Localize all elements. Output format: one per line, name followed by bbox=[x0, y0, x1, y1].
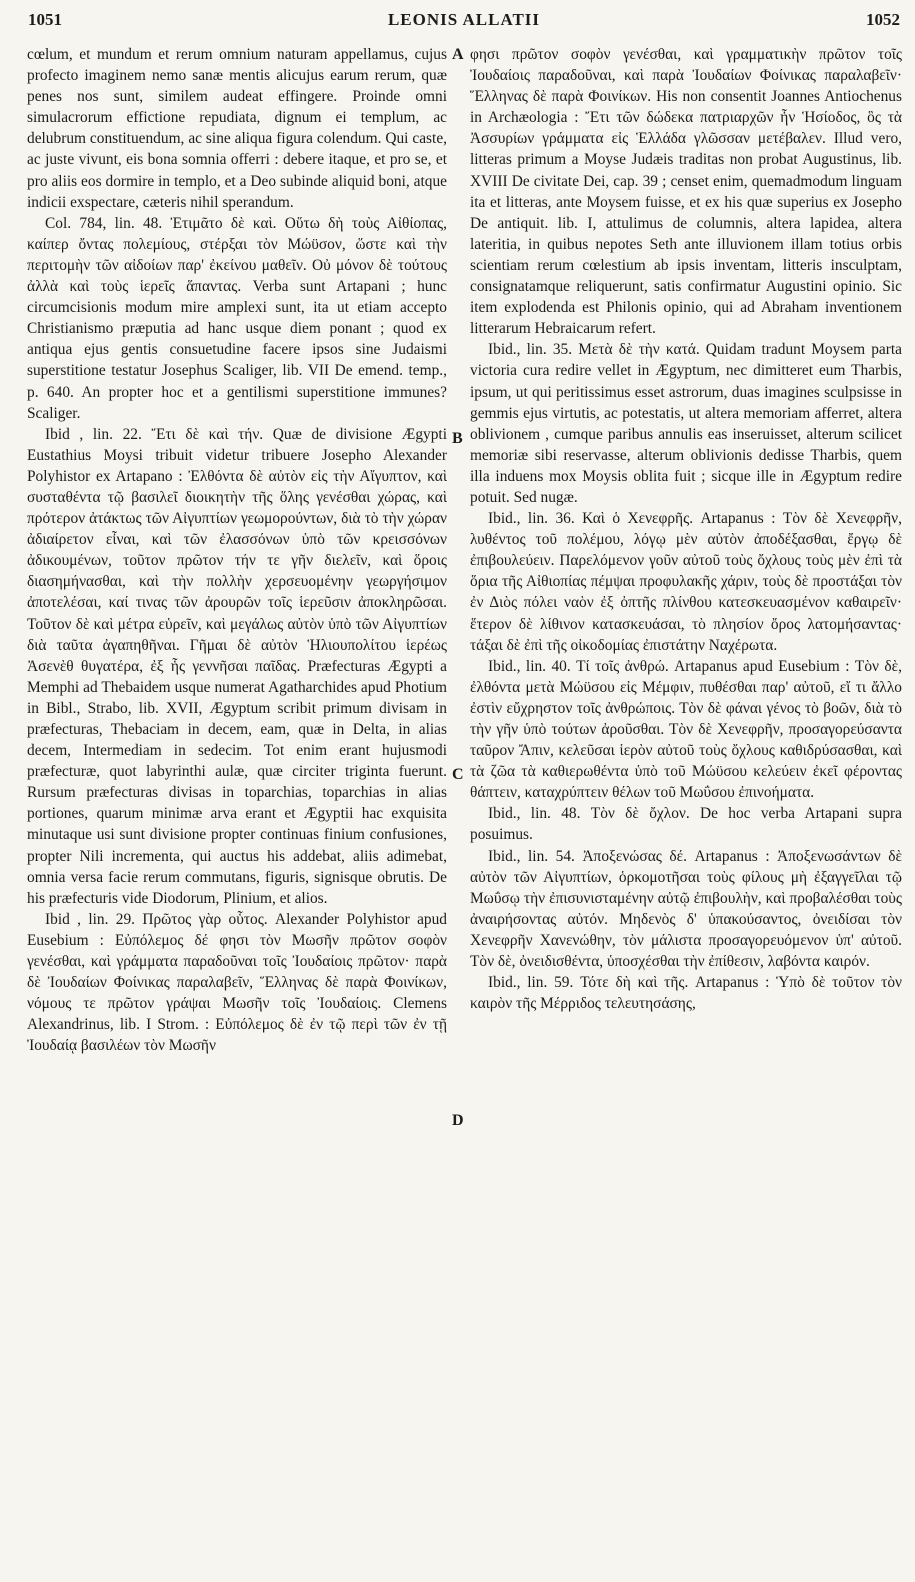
right-paragraph-1: φησι πρῶτον σοφὸν γενέσθαι, καὶ γραμματικὴν πρῶτον τοῖς Ἰουδαίοις παραδοῦναι, καὶ παρὰ Ἰουδαίων Φοίνικας παραλαβεῖν· Ἕλληνας δὲ παρὰ Φοινίκων. His non consentit Joannes Antiochenus in Archæologia : Ἔτι τῶν δώδεκα πατριαρχῶν ἦν Ἡσίοδος, ὃς τὰ Ἀσσυρίων γράμματα εἰς Ἑλλάδα γλῶσσαν μετέβαλεν. Illud vero, litteras primum a Moyse Judæis traditas non probat Augustinus, lib. XVIII De civitate Dei, cap. 39 ; censet enim, quemadmodum linguam ita et litteras, ante Moysem fuisse, et ex his quæ superius ex Josepho De antiquit. lib. I, attulimus de columnis, altera lapidea, altera lateritia, in quibus nepotes Seth ante illuvionem illam totius orbis scientiam rerum cœlestium ab ipsis inventam, litteris insculptam, consignatamque reliquerunt, satis confirmatur Augustini opinio. Sic item explodenda est Philonis opinio, qui ad Abraham inventionem litterarum Hebraicarum refert. bbox=[470, 46, 902, 338]
page-number-right: 1052 bbox=[866, 10, 900, 29]
left-paragraph-3: Ibid , lin. 22. Ἔτι δὲ καὶ τήν. Quæ de divisione Ægypti Eustathius Moysi tribuit videtur tribuere Josepho Alexander Polyhistor ex Artapano : Ἐλθόντα δὲ αὐτὸν εἰς τὴν Αἴγυπτον, καὶ συσταθέντα τῷ βασιλεῖ διοικητὴν τῆς ὅλης γενέσθαι χώρας, καὶ πρότερον ἀτάκτως τῶν Αἰγυπτίων γεωμορούντων, διὰ τὸ τὴν χώραν ἀδιαίρετον εἶναι, καὶ τῶν ἐλασσόνων ὑπὸ τῶν κρεισσόνων ἀδικουμένων, τοῦτον πρῶτον τήν τε γῆν διελεῖν, καὶ ὅροις διασημήνασθαι, καὶ τὴν πολλὴν χερσευομένην γεωργήσιμον ἀποτελέσαι, καί τινας τῶν ἀρουρῶν τοῖς ἱερεῦσιν ἀποκληρῶσαι. Τοῦτον δὲ καὶ μέτρα εὑρεῖν, καὶ μεγάλως αὐτὸν ὑπὸ τῶν Αἰγυπτίων διὰ ταῦτα ἀγαπηθῆναι. Γῆμαι δὲ αὐτὸν Ἡλιουπολίτου ἱερέως Ἀσενὲθ θυγατέρα, ἐξ ἧς γεννῆσαι παῖδας. Præfecturas Ægypti a Memphi ad Thebaidem usque numerat Agatharchides apud Photium in Bibl., Strabo, lib. XVII, Ægyptum scribit primum divisam in præfecturas, Thebaciam in decem, eam, quæ in Delta, in alias decem, Intermediam in sedecim. Tot enim erant hujusmodi præfecturæ, quot labyrinthi aulæ, quæ circiter triginta fuerunt. Rursum præfecturas divisas in toparchias, toparchias in alias portiones, quarum minimæ arva erant et Ægyptii hac exquisita minutaque usi sunt divisione propter continuas finium confusiones, propter Nili incrementa, qui auctus his addebat, aliis adimebat, omnia versa facie rerum commutans, figuris, signisque obrutis. De his præfecturis vide Diodorum, Plinium, et alios. bbox=[27, 425, 447, 907]
right-paragraph-5: Ibid., lin. 48. Τὸν δὲ ὄχλον. De hoc verba Artapani supra posuimus. bbox=[470, 805, 902, 844]
page-number-left: 1051 bbox=[28, 10, 62, 29]
running-title: LEONIS ALLATII bbox=[387, 10, 541, 29]
left-column bbox=[27, 44, 447, 1574]
page-header bbox=[28, 8, 900, 34]
right-paragraph-4: Ibid., lin. 40. Τί τοῖς ἀνθρώ. Artapanus apud Eusebium : Τὸν δὲ, ἐλθόντα μετὰ Μώϋσου εἰς Μέμφιν, πυθέσθαι παρ' αὐτοῦ, εἴ τι ἄλλο ἐστὶν εὔχρηστον τοῖς ἀνθρώποις. Τὸν δὲ φάναι γένος τὸ βοῶν, διὰ τὸ τὴν γῆν ὑπὸ τούτων ἀροῦσθαι. Τὸν δὲ Χενεφρῆν, προσαγορεύσαντα ταῦρον Ἄπιν, κελεῦσαι ἱερὸν αὐτοῦ τοὺς ὄχλους καθιδρύσασθαι, καὶ τὰ ζῶα τὰ καθιερωθέντα ὑπὸ τοῦ Μώϋσου κελεύειν ἐκεῖ φέροντας θάπτειν, καταχρύπτειν θέλων τοῦ Μωΰσου ἐπινοήματα. bbox=[470, 657, 902, 802]
left-paragraph-2: Col. 784, lin. 48. Ἐτιμᾶτο δὲ καὶ. Οὕτω δὴ τοὺς Αἰθίοπας, καίπερ ὄντας πολεμίους, στέρξαι τὸν Μώϋσον, ὥστε καὶ τὴν περιτομὴν τῶν αἰδοίων παρ' ἐκείνου μαθεῖν. Οὐ μόνον δὲ τούτους ἀλλὰ καὶ τοὺς ἱερεῖς ἅπαντας. Verba sunt Artapani ; hunc circumcisionis modum mire amplexi sunt, ita ut etiam accepto Christianismo præputia ad hanc usque diem ponant ; quod ex antiqua ejus gentis consuetudine facere ipsos sine Judaismi superstitione testatur Josephus Scaliger, lib. VII De emend. temp., p. 640. An propter hoc et a gentilismi superstitione immunes? Scaliger. bbox=[27, 214, 447, 422]
right-paragraph-2: Ibid., lin. 35. Μετὰ δὲ τὴν κατά. Quidam tradunt Moysem parta victoria cura redire vellet in Ægyptum, nec dimitteret eum Tharbis, ipsum, ut qui peritissimus esset astrorum, duas imagines sculpsisse in gemmis ejus virtutis, ac potestatis, ut altera memoriam afferret, altera oblivionem , cumque paribus annulis eas inseruisset, alterum scilicet memoriæ sibi reservasse, alterum oblivionis dedisse Tharbis, quem illa induens mox Moysis oblita fuit ; sicque ille in Ægyptum redire potuit. Sed nugæ. bbox=[470, 341, 902, 506]
right-paragraph-3: Ibid., lin. 36. Καὶ ὁ Χενεφρῆς. Artapanus : Τὸν δὲ Χενεφρῆν, λυθέντος τοῦ πολέμου, λόγῳ μὲν αὐτὸν ἀποδέξασθαι, ἔργῳ δὲ ἐπιβουλεύειν. Παρελόμενον γοῦν αὐτοῦ τοὺς ὄχλους τοὺς μὲν ἐπὶ τὰ ὅρια τῆς Αἰθιοπίας πέμψαι προφυλακῆς χάριν, τοὺς δὲ προστάξαι τὸν ἐν Διὸς πόλει ναὸν ἐξ ὀπτῆς πλίνθου κατεσκευασμένον καθαιρεῖν· ἕτερον δὲ λίθινον κατασκευάσαι, τὸ πλησίον ὄρος λατομήσαντας· τάξαι δὲ ἐπὶ τῆς οἰκοδομίας ἐπιστάτην Ναχέρωτα. bbox=[470, 510, 902, 654]
right-paragraph-6: Ibid., lin. 54. Ἀποξενώσας δέ. Artapanus : Ἀποξενωσάντων δὲ αὐτὸν τῶν Αἰγυπτίων, ὁρκομοτῆσαι τοὺς φίλους μὴ ἐξαγγεῖλαι τῷ Μωΰσῳ τὴν ἐπισυνισταμένην αὐτῷ ἐπιβουλὴν, καὶ προβαλέσθαι τοὺς ἀναιρήσοντας αὐτόν. Μηδενὸς δ' ὑπακούσαντος, ὀνειδίσαι τὸν Χενεφρῆν Χανενώθην, τὸν μάλιστα προσαγορευόμενον ὑπ' αὐτοῦ. Τὸν δὲ, ὀνειδισθέντα, ὑποσχέσθαι τὴν ἐπίθεσιν, λαβόντα καιρόν. bbox=[470, 847, 902, 971]
left-paragraph-1: cœlum, et mundum et rerum omnium naturam appellamus, cujus profecto imaginem nemo sanæ mentis alicujus earum rerum, quæ penes nos sunt, similem audeat effingere. Proinde omni simulacrorum effictione repudiata, dignum ei templum, ac delubrum constituendum, ac sine aliqua figura colendum. Qui caste, ac juste vivunt, eis bona somnia offerri : debere itaque, et pro se, et pro aliis eos dormire in templo, et a Deo subinde aliquid boni, atque indicii exspectare, cæteris nihil sperandum. bbox=[27, 46, 447, 211]
right-paragraph-7: Ibid., lin. 59. Τότε δὴ καὶ τῆς. Artapanus : Ὑπὸ δὲ τοῦτον τὸν καιρὸν τῆς Μέρριδος τελευτησάσης, bbox=[470, 974, 902, 1013]
margin-marker-a: A bbox=[452, 46, 464, 63]
margin-marker-d: D bbox=[452, 1112, 464, 1129]
left-paragraph-4: Ibid , lin. 29. Πρῶτος γὰρ οὗτος. Alexander Polyhistor apud Eusebium : Εὐπόλεμος δέ φησι τὸν Μωσῆν πρῶτον σοφὸν γενέσθαι, καὶ γράμματα παραδοῦναι τοῖς Ἰουδαίοις πρῶτον· παρὰ δὲ Ἰουδαίων Φοίνικας παραλαβεῖν, Ἕλληνας δὲ παρὰ Φοινίκων, νόμους τε πρῶτον γράψαι Μωσῆν τοῖς Ἰουδαίοις. Clemens Alexandrinus, lib. I Strom. : Εὐπόλεμος δὲ ἐν τῷ περὶ τῶν ἐν τῇ Ἰουδαίᾳ βασιλέων τὸν Μωσῆν bbox=[27, 910, 447, 1055]
right-column bbox=[470, 44, 902, 1574]
margin-marker-c: C bbox=[452, 766, 464, 783]
margin-marker-b: B bbox=[452, 430, 463, 447]
